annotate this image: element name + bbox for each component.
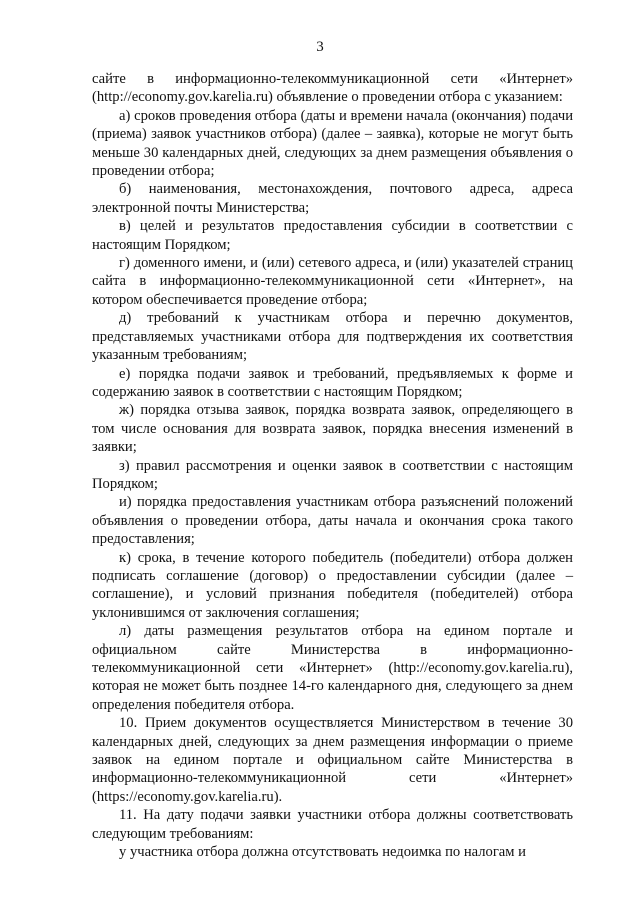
list-item-l: л) даты размещения результатов отбора на едином портале и официальном сайте Министерства в информационно-телекоммуникационной сети «Интернет» (http://economy.gov.karelia.ru), которая не может быть позднее 14-го календарного дня, следующего за днем определения победителя отбора. — [92, 623, 573, 713]
list-item-i: и) порядка предоставления участникам отбора разъяснений положений объявления о проведении отбора, даты начала и окончания срока такого предоставления; — [92, 494, 573, 548]
page-number: 3 — [316, 39, 324, 55]
list-item-d: д) требований к участникам отбора и перечню документов, представляемых участниками отбора для подтверждения их соответствия указанным требованиям; — [92, 310, 573, 364]
document-body — [92, 70, 573, 861]
list-item-a: а) сроков проведения отбора (даты и времени начала (окончания) подачи (приема) заявок участников отбора) (далее – заявка), которые не могут быть меньше 30 календарных дней, следующих за днем размещения объявления о проведении отбора; — [92, 107, 573, 180]
list-item-k: к) срока, в течение которого победитель (победители) отбора должен подписать соглашение (договор) о предоставлении субсидии (далее – соглашение), и условий признания победителя (победителей) отбора уклонившимся от заключения соглашения; — [92, 549, 573, 621]
list-item-v: в) целей и результатов предоставления субсидии в соответствии с настоящим Порядком; — [92, 218, 573, 253]
list-item-z: з) правил рассмотрения и оценки заявок в соответствии с настоящим Порядком; — [92, 457, 573, 492]
clause-11: 11. На дату подачи заявки участники отбора должны соответствовать следующим требованиям: — [92, 807, 573, 842]
clause-10: 10. Прием документов осуществляется Министерством в течение 30 календарных дней, следующих за днем размещения информации о приеме заявок на едином портале и официальном сайте Министерства в информационно-телекоммуникационной сети «Интернет» (https://economy.gov.karelia.ru). — [92, 715, 573, 805]
list-item-zh: ж) порядка отзыва заявок, порядка возврата заявок, определяющего в том числе основания для возврата заявок, порядка внесения изменений в заявки; — [92, 402, 573, 456]
list-item-g: г) доменного имени, и (или) сетевого адреса, и (или) указателей страниц сайта в информационно-телекоммуникационной сети «Интернет», на котором обеспечивается проведение отбора; — [92, 255, 573, 308]
list-item-b: б) наименования, местонахождения, почтового адреса, адреса электронной почты Министерства; — [92, 181, 573, 216]
list-item-e: е) порядка подачи заявок и требований, предъявляемых к форме и содержанию заявок в соответствии с настоящим Порядком; — [92, 365, 573, 400]
paragraph-continuation: сайте в информационно-телекоммуникационной сети «Интернет» (http://economy.gov.karelia.ru) объявление о проведении отбора с указанием: — [92, 71, 573, 106]
paragraph-requirement: у участника отбора должна отсутствовать недоимка по налогам и — [119, 844, 526, 861]
